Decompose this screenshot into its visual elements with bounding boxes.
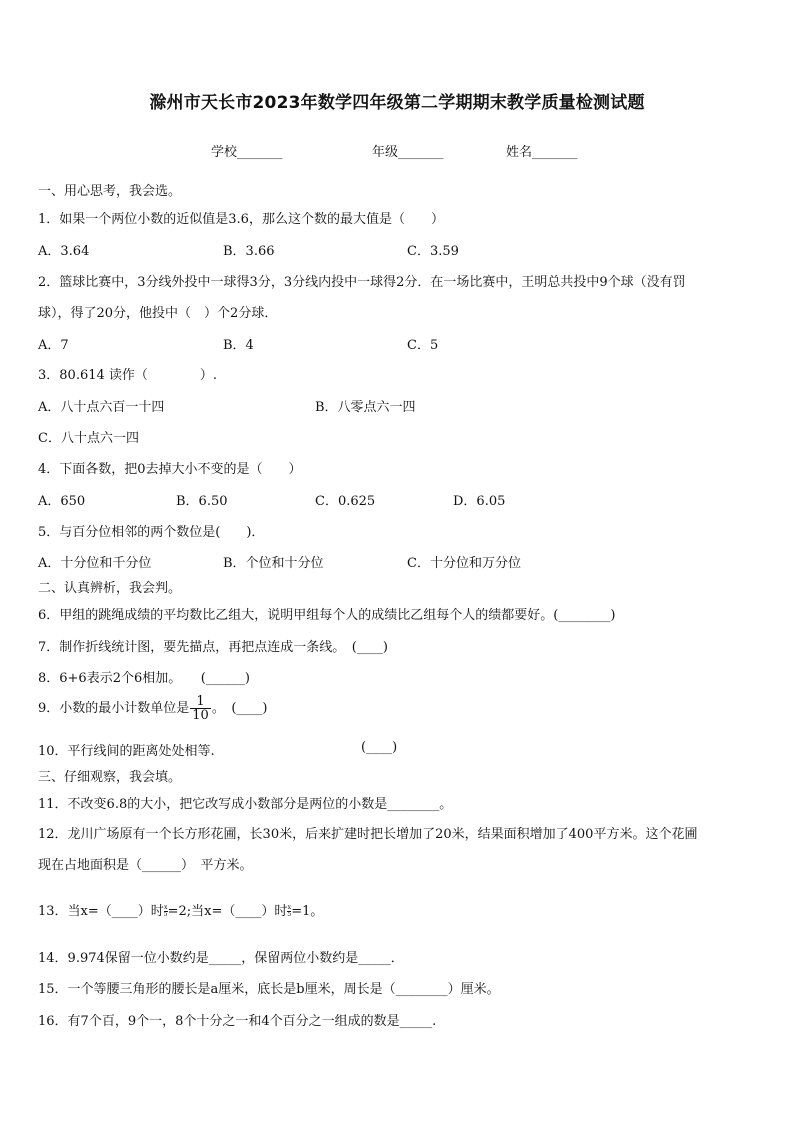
section-judge-heading: 二、认真辨析，我会判。 [38, 581, 182, 596]
question-2-line-1: 2．篮球比赛中，3分线外投中一球得3分，3分线内投中一球得2分．在一场比赛中，王明总共投中9个球（没有罚 [38, 275, 686, 290]
q1-option-b: B．3.66 [223, 244, 275, 259]
q4-option-d: D．6.05 [453, 494, 506, 509]
q9-suffix: 。 (____) [211, 701, 268, 716]
question-9 [38, 695, 267, 722]
school-field: 学校_______ [211, 145, 283, 160]
question-1: 1．如果一个两位小数的近似值是3.6，那么这个数的最大值是（ ） [38, 212, 444, 227]
question-7: 7．制作折线统计图，要先描点，再把点连成一条线。 (____) [38, 640, 388, 655]
question-15: 15．一个等腰三角形的腰长是a厘米，底长是b厘米，周长是（________）厘米。 [38, 982, 500, 997]
q9-fraction [190, 695, 211, 722]
section-fill-heading: 三、仔细观察，我会填。 [38, 770, 182, 785]
q2-option-b: B．4 [223, 338, 254, 353]
q1-option-c: C．3.59 [407, 244, 459, 259]
q13-fraction-2-denominator: 5 [287, 911, 292, 918]
question-14: 14．9.974保留一位小数约是_____，保留两位小数约是_____． [38, 951, 404, 966]
q5-option-b: B．个位和十分位 [223, 556, 324, 571]
q13-part-1: 13．当x=（____）时 [38, 904, 164, 919]
q9-fraction-numerator: 1 [190, 695, 211, 709]
question-12-line-2: 现在占地面积是（______） 平方米。 [38, 858, 253, 873]
q3-option-b: B．八零点六一四 [315, 400, 416, 415]
q2-option-a: A．7 [38, 338, 69, 353]
question-3: 3．80.614 读作（ ）. [38, 368, 218, 383]
q3-option-a: A．八十点六百一十四 [38, 400, 165, 415]
q13-fraction-1-denominator: 5 [163, 911, 168, 918]
section-choice-heading: 一、用心思考，我会选。 [38, 184, 182, 199]
q13-part-2: =2;当x=（____）时 [167, 904, 288, 919]
q13-fraction-2-numerator: x [287, 904, 291, 911]
q4-option-a: A．650 [38, 494, 86, 509]
question-5: 5．与百分位相邻的两个数位是( )． [38, 525, 265, 540]
q9-prefix: 9．小数的最小计数单位是 [38, 701, 190, 716]
name-field: 姓名_______ [506, 145, 578, 160]
question-4: 4．下面各数，把0去掉大小不变的是（ ） [38, 462, 302, 477]
q4-option-b: B．6.50 [176, 494, 228, 509]
q9-fraction-denominator: 10 [192, 708, 209, 723]
question-2-line-2: 球），得了20分，他投中（ ）个2分球． [38, 306, 278, 321]
grade-field: 年级_______ [372, 145, 444, 160]
page-title: 滁州市天长市2023年数学四年级第二学期期末教学质量检测试题 [149, 93, 645, 113]
question-6: 6．甲组的跳绳成绩的平均数比乙组大，说明甲组每个人的成绩比乙组每个人的绩都要好。(________) [38, 608, 616, 623]
q13-part-3: =1。 [291, 904, 324, 919]
question-16: 16．有7个百，9个一，8个十分之一和4个百分之一组成的数是_____. [38, 1014, 437, 1029]
question-10: 10．平行线间的距离处处相等. [38, 744, 215, 759]
q2-option-c: C．5 [407, 338, 439, 353]
question-13 [38, 900, 323, 919]
q1-option-a: A．3.64 [38, 244, 90, 259]
question-12-line-1: 12．龙川广场原有一个长方形花圃，长30米，后来扩建时把长增加了20米，结果面积增加了400平方米。这个花圃 [38, 827, 698, 842]
q3-option-c: C．八十点六一四 [38, 431, 139, 446]
q4-option-c: C．0.625 [315, 494, 376, 509]
q10-blank: (____) [361, 740, 398, 755]
q5-option-a: A．十分位和千分位 [38, 556, 152, 571]
q13-fraction-1-numerator: x [164, 904, 168, 911]
question-11: 11．不改变6.8的大小，把它改写成小数部分是两位的小数是________。 [38, 797, 453, 812]
q5-option-c: C．十分位和万分位 [407, 556, 521, 571]
question-8: 8．6+6表示2个6相加。 (______) [38, 671, 250, 686]
